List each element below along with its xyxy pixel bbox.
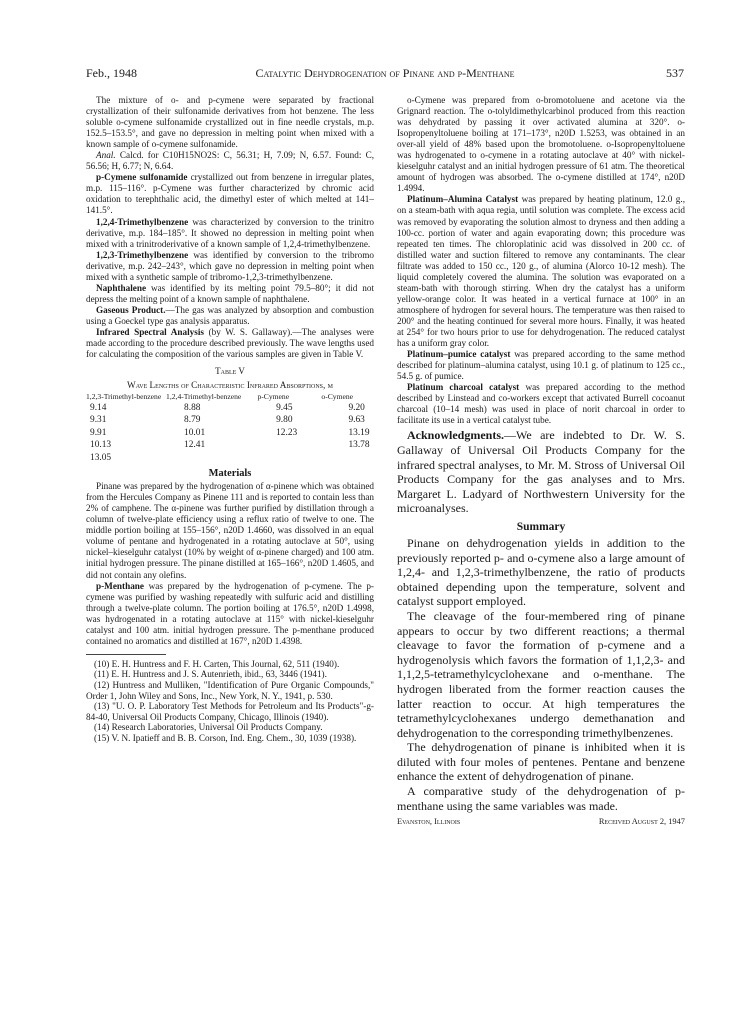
footnote: (15) V. N. Ipatieff and B. B. Corson, Ind. Eng. Chem., 30, 1039 (1938). <box>94 732 357 743</box>
paragraph-p-menthane: p-Menthane was prepared by the hydrogenation of p-cymene. The p-cymene was purified by washing repeatedly with sulfuric acid and distilling through a twelve-plate column. The portion boiling at 176.5°, n20D 1.4998, was hydrogenated in a rotating autoclave at 115° with nickel-kieselguhr catalyst and 100 atm. initial hydrogen pressure. The p-menthane produced contained no aromatics and distilled at 167°, n20D 1.4398. <box>86 580 374 646</box>
footnotes <box>86 659 374 744</box>
table-row <box>86 414 374 427</box>
received-date: Received August 2, 1947 <box>598 817 685 827</box>
paragraph-analysis: Anal. Calcd. for C10H15NO2S: C, 56.31; H, 7.09; N, 6.57. Found: C, 56.56; H, 6.77; N, 6.64. <box>86 150 375 172</box>
paragraph-pinane: Pinane was prepared by the hydrogenation of α-pinene which was obtained from the Hercules Company as Pinene 111 and is reported to contain less than 2% of camphene. The α-pinene was further purified by distillation through a column of twelve-plate efficiency using a reflux ratio of twelve to one. The middle portion boiling at 155–156°, n20D 1.4660, was dissolved in an equal volume of pentane and hydrogenated in a rotating autoclave at 50°, using nickel–kieselguhr catalyst (10% by weight of α-pinene charged) and 100 atm. initial hydrogen pressure. The pinane distilled at 165–166°, n20D 1.4605, and did not contain any olefins. <box>86 481 374 580</box>
footnote: (10) E. H. Huntress and F. H. Carten, This Journal, 62, 511 (1940). <box>94 658 340 669</box>
summary-heading: Summary <box>516 520 566 533</box>
table-cell: 8.88 <box>184 402 201 413</box>
journal-date: Feb., 1948 <box>86 66 137 80</box>
running-title: Catalytic Dehydrogenation of Pinane and p-Menthane <box>255 66 515 80</box>
table-header-cell: 1,2,3-Trimethyl-benzene <box>86 392 162 402</box>
paragraph-o-cymene-prep: o-Cymene was prepared from o-bromotoluene and acetone via the Grignard reaction. The o-tolyldimethylcarbinol produced from this reaction was dehydrated by passing it over activated alumina at 320°. o-Isopropenyltoluene boiling at 171–173°, n20D 1.5253, was obtained in an over-all yield of 48% based upon the bromotoluene. o-Isopropenyltoluene was hydrogenated to o-cymene in a rotating autoclave at 40° with nickel-kieselguhr catalyst and an initial hydrogen pressure of 61 atm. The theoretical amount of hydrogen was absorbed. The o-cymene distilled at 174°, n20D 1.4994. <box>397 95 685 194</box>
table-row <box>86 402 374 415</box>
paragraph-gaseous-product: Gaseous Product.—The gas was analyzed by absorption and combustion using a Goeckel type gas analysis apparatus. <box>86 304 374 326</box>
page-number: 537 <box>666 66 684 80</box>
left-column <box>86 95 374 744</box>
summary-paragraph: Pinane on dehydrogenation yields in addition to the previously reported p- and o-cymene also a large amount of 1,2,4- and 1,2,3-trimethylbenzene, the ratio of products obtained depending upon the temperature, solvent and catalyst support employed. <box>397 535 685 609</box>
table-header-cell: o-Cymene <box>321 392 354 402</box>
summary-paragraph: A comparative study of the dehydrogenation of p-menthane using the same variables was made. <box>397 784 685 813</box>
table-cell: 10.13 <box>90 440 112 451</box>
footnote-rule <box>86 654 166 655</box>
table-cell: 13.19 <box>348 427 370 438</box>
location: Evanston, Illinois <box>397 817 461 827</box>
table-cell: 9.20 <box>348 402 365 413</box>
footnote: (12) Huntress and Mulliken, "Identification of Pure Organic Compounds," Order 1, John Wiley and Sons, Inc., New York, N. Y., 1941, p. 530. <box>86 680 374 701</box>
table-title: Table V <box>215 366 245 377</box>
table-cell <box>166 452 246 465</box>
summary-paragraph: The dehydrogenation of pinane is inhibited when it is diluted with four moles of pentenes. Pentane and benzene enhance the extent of dehydrogenation of pinane. <box>397 740 685 784</box>
summary-paragraph: The cleavage of the four-membered ring of pinane appears to occur by two different reactions; a thermal cleavage to favor the formation of p-cymene and a hydrogenolysis which favors the formation of 1,1,2,3- and 1,1,2,5-tetramethylcyclohexane and o-menthane. The hydrogen liberated from the former reaction causes the latter reaction to occur. At high temperatures the tetramethylcyclohexanes undergo demethanation and dehydrogenation to the corresponding trimethylbenzenes. <box>397 608 685 740</box>
table-cell: 8.79 <box>184 415 201 426</box>
table-header-cell: p-Cymene <box>257 392 290 402</box>
table-cell: 12.23 <box>276 427 298 438</box>
paragraph-infrared: Infrared Spectral Analysis (by W. S. Gallaway).—The analyses were made according to the procedure described previously. The wave lengths used for calculating the composition of the various samples are given in Table V. <box>86 326 375 360</box>
right-column <box>397 95 685 826</box>
footnote: (13) "U. O. P. Laboratory Test Methods for Petroleum and Its Products"-g-84-40, Universal Oil Products Company, Chicago, Illinois (1940). <box>86 701 374 722</box>
infrared-table <box>86 393 374 464</box>
table-caption: Wave Lengths of Characteristic Infrared Absorptions, μ <box>127 380 333 391</box>
materials-heading: Materials <box>208 468 252 480</box>
paragraph-platinum-charcoal: Platinum charcoal catalyst was prepared according to the method described by Linstead and co-workers except that activated Burrell cocoanut charcoal (10–14 mesh) was used in place of norit charcoal in order to facilitate its use in a vertical catalyst tube. <box>397 382 685 426</box>
table-row <box>86 452 374 465</box>
table-header-cell: 1,2,4-Trimethyl-benzene <box>166 392 242 402</box>
table-cell: 9.45 <box>276 402 293 413</box>
table-cell: 9.80 <box>276 415 293 426</box>
table-cell: 9.14 <box>90 402 107 413</box>
table-row <box>86 427 374 440</box>
table-cell: 13.78 <box>348 440 370 451</box>
table-cell: 12.41 <box>184 440 206 451</box>
summary-body <box>397 536 685 813</box>
paragraph-platinum-alumina: Platinum–Alumina Catalyst was prepared by heating platinum, 12.0 g., on a steam-bath with aqua regia, until solution was complete. The excess acid was removed by evaporating the solution almost to dryness and then adding a 100-cc. portion of water and again evaporating down; this procedure was repeated ten times. The chloroplatinic acid was dissolved in 200 cc. of distilled water and suction filtered to remove any contaminants. The clear filtrate was added to 150 cc., 120 g., of alumina (Alorco 10-12 mesh). The liquid completely covered the alumina. The solution was evaporated on a steam-bath with thorough stirring. When dry the catalyst has a uniform yellow-orange color. It was heated in a vertical furnace at 100° in an atmosphere of hydrogen for several hours. The temperature was then raised to 200° and the heating continued for several more hours. Finally, it was heated at 254° for two hours prior to use for dehydrogenation. The reduced catalyst has a uniform gray color. <box>397 194 685 349</box>
paragraph-cymene-separation: The mixture of o- and p-cymene were separated by fractional crystallization of their sulfonamide derivatives from hot benzene. The less soluble o-cymene sulfonamide crystallized out in fine needle crystals, m.p. 152.5–153.5°, and gave no depression in melting point when mixed with a known sample of o-cymene sulfonamide. <box>86 95 374 150</box>
paragraph-acknowledgments: Acknowledgments.—We are indebted to Dr. W. S. Gallaway of Universal Oil Products Company for the infrared spectral analyses, to Mr. M. Stross of Universal Oil Products Company for the gas analyses and to Mrs. Margaret L. Ladyard of Northwestern University for the microanalyses. <box>397 428 685 516</box>
table-cell: 10.01 <box>184 427 206 438</box>
table-cell: 9.63 <box>348 415 365 426</box>
paragraph-124-trimethylbenzene: 1,2,4-Trimethylbenzene was characterized by conversion to the trinitro derivative, m.p. 184–185°. It showed no depression in melting point when mixed with a trinitroderivative of a known sample of 1,2,4-trimethylbenzene. <box>86 216 374 249</box>
table-cell <box>300 452 374 465</box>
paragraph-naphthalene: Naphthalene was identified by its melting point 79.5–80°; it did not depress the melting point of a known sample of naphthalene. <box>86 282 374 304</box>
paragraph-123-trimethylbenzene: 1,2,3-Trimethylbenzene was identified by conversion to the tribromo derivative, m.p. 242–243°, which gave no depression in melting point when mixed with a synthetic sample of tribromo-1,2,3-trimethylbenzene. <box>86 249 374 282</box>
table-cell <box>246 452 300 465</box>
footnote: (11) E. H. Huntress and J. S. Autenrieth, ibid., 63, 3446 (1941). <box>94 669 327 680</box>
table-cell <box>246 439 300 452</box>
table-row <box>86 439 374 452</box>
paragraph-platinum-pumice: Platinum–pumice catalyst was prepared according to the same method described for platinum–alumina catalyst, using 10.1 g. of platinum to 125 cc., 54.5 g. of pumice. <box>397 349 686 382</box>
table-cell: 9.31 <box>90 415 107 426</box>
table-cell: 13.05 <box>90 452 112 463</box>
footnote: (14) Research Laboratories, Universal Oil Products Company. <box>94 722 323 733</box>
table-cell: 9.91 <box>90 427 107 438</box>
page-header <box>86 66 684 82</box>
signature-line <box>397 817 685 826</box>
paragraph-p-cymene-sulfonamide: p-Cymene sulfonamide crystallized out from benzene in irregular plates, m.p. 115–116°. p-Cymene was further characterized by chromic acid oxidation to terephthalic acid, the dimethyl ester of which melted at 141–141.5°. <box>86 172 375 216</box>
